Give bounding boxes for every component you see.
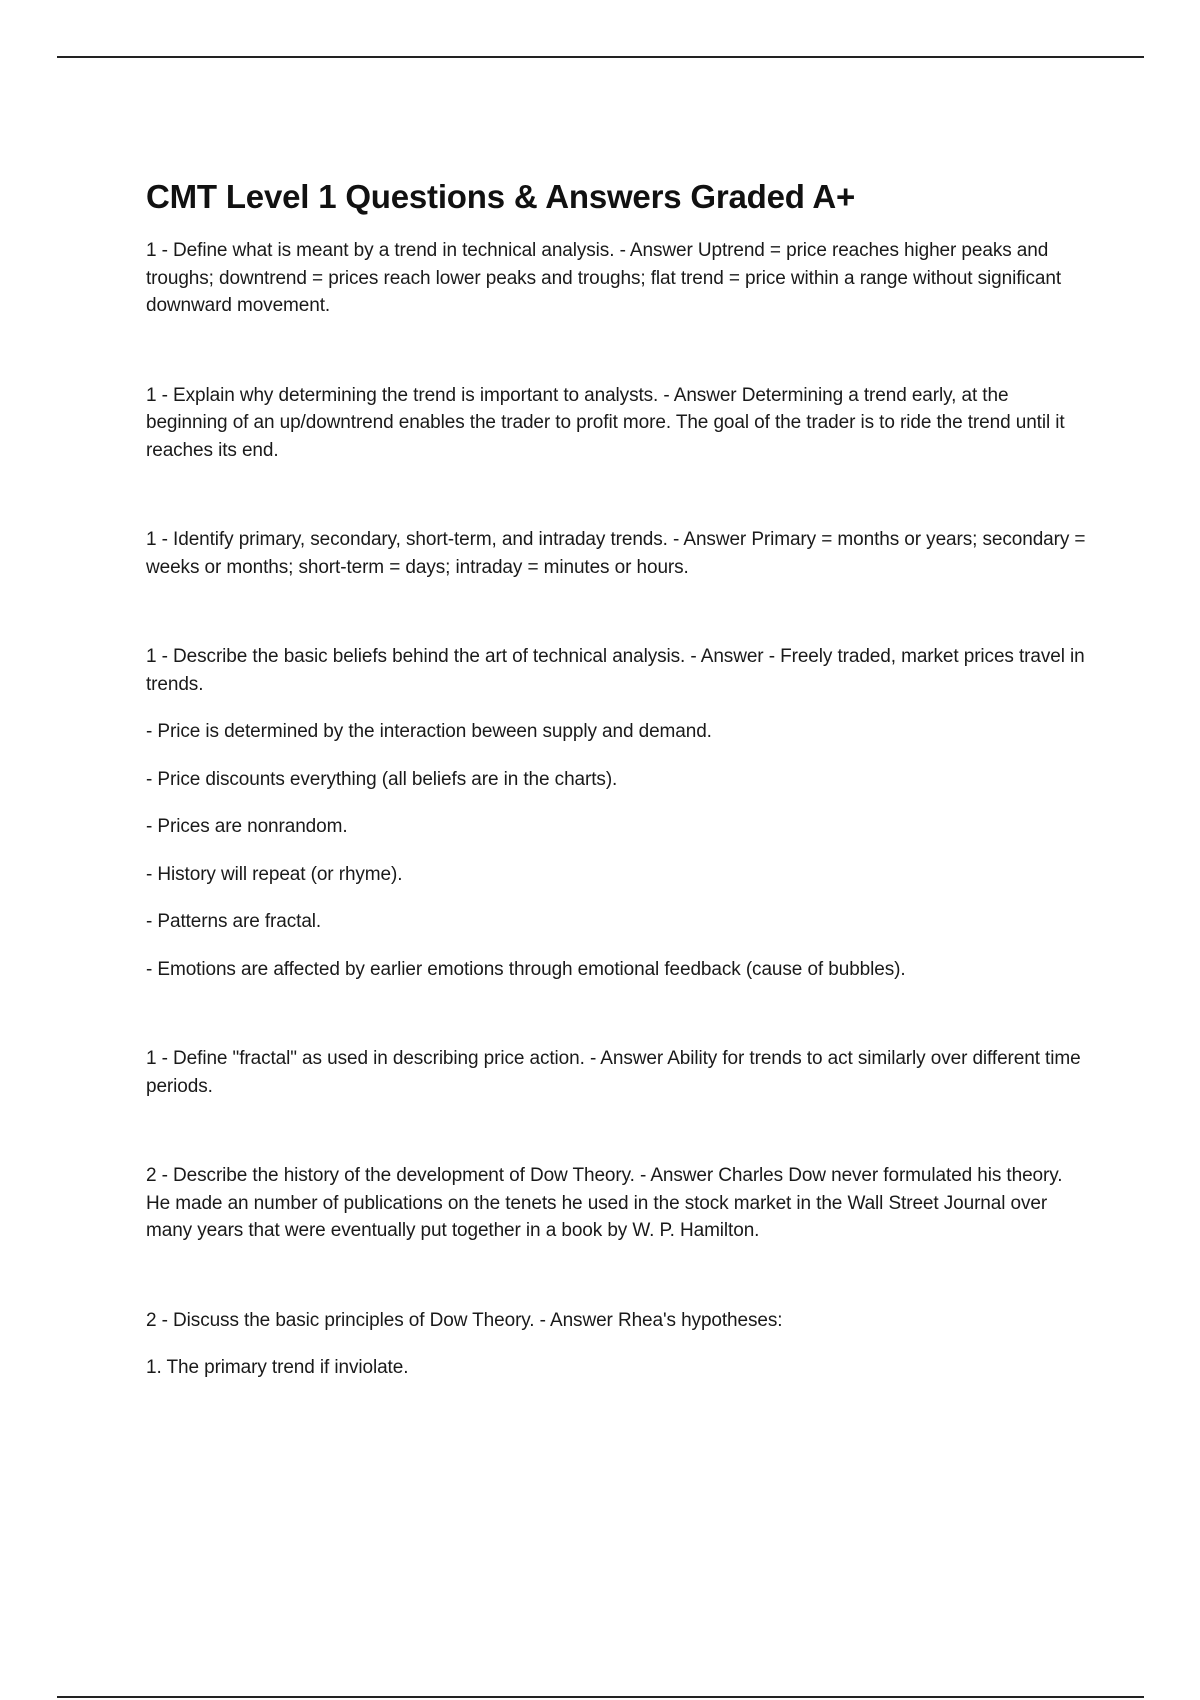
qa-text: 1 - Explain why determining the trend is important to analysts. - Answer Determining a trend early, at the beginning of an up/downtrend enables the trader to profit more. The goal of the trader is to ride the trend until it reaches its end. [146,384,1065,461]
qa-entry-5 [146,1045,1091,1100]
qa-entry-6 [146,1162,1091,1245]
qa-entry-7 [146,1307,1091,1382]
qa-entry-4 [146,643,1091,983]
list-item: - Patterns are fractal. [146,911,322,933]
qa-entry-2 [146,382,1091,465]
qa-text: 1 - Describe the basic beliefs behind the art of technical analysis. - Answer - Freely traded, market prices travel in trends. [146,646,1085,695]
qa-text: 1 - Identify primary, secondary, short-term, and intraday trends. - Answer Primary = months or years; secondary = weeks or months; short-term = days; intraday = minutes or hours. [146,529,1086,578]
top-rule [57,56,1144,58]
qa-entry-1 [146,237,1091,320]
qa-text: 2 - Describe the history of the development of Dow Theory. - Answer Charles Dow never formulated his theory. He made an number of publications on the tenets he used in the stock market in the Wall Street Journal over many years that were eventually put together in a book by W. P. Hamilton. [146,1165,1063,1242]
qa-text: 1 - Define what is meant by a trend in technical analysis. - Answer Uptrend = price reaches higher peaks and troughs; downtrend = prices reach lower peaks and troughs; flat trend = price within a range without significant downward movement. [146,240,1062,317]
qa-entry-3 [146,526,1091,581]
list-item: - Prices are nonrandom. [146,816,348,838]
list-item: - Price is determined by the interaction beween supply and demand. [146,721,712,743]
bottom-rule [57,1696,1144,1698]
list-item: - Emotions are affected by earlier emotions through emotional feedback (cause of bubbles). [146,958,906,980]
qa-text: 2 - Discuss the basic principles of Dow Theory. - Answer Rhea's hypotheses: [146,1309,783,1331]
list-item: - Price discounts everything (all beliefs are in the charts). [146,768,618,790]
qa-text: 1 - Define "fractal" as used in describing price action. - Answer Ability for trends to act similarly over different time periods. [146,1048,1081,1097]
list-item: - History will repeat (or rhyme). [146,863,403,885]
page-title: CMT Level 1 Questions & Answers Graded A+ [146,178,856,215]
list-item: 1. The primary trend if inviolate. [146,1357,409,1379]
document-body [146,176,1091,1444]
